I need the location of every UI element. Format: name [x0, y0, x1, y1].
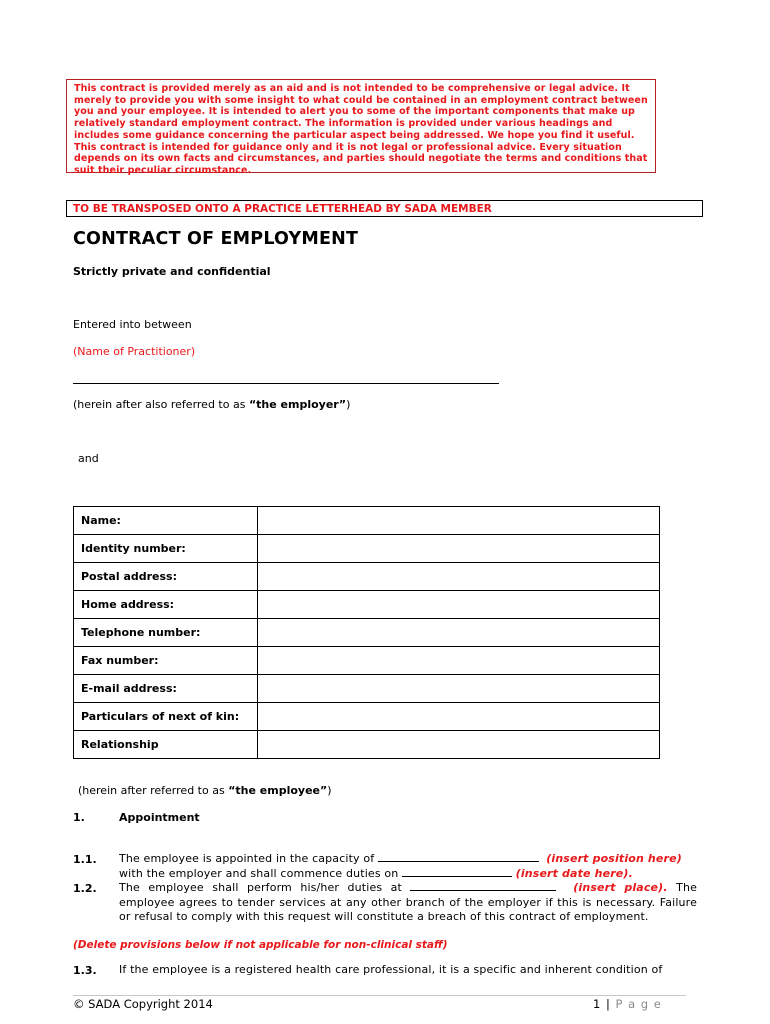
- clause-1-1-part-b: with the employer and shall commence duties on: [119, 866, 403, 880]
- place-blank: [410, 881, 556, 891]
- delete-provisions-note: (Delete provisions below if not applicable for non-clinical staff): [73, 939, 448, 951]
- employee-details-table: [73, 506, 660, 759]
- table-row: [74, 535, 660, 563]
- field-value-cell[interactable]: [258, 591, 660, 619]
- table-row: [74, 703, 660, 731]
- clause-1-3-text: If the employee is a registered health care professional, it is a specific and inherent condition of: [119, 963, 663, 976]
- section-1-title: Appointment: [119, 811, 200, 824]
- field-value-cell[interactable]: [258, 563, 660, 591]
- table-row: [74, 619, 660, 647]
- footer-copyright: © SADA Copyright 2014: [73, 997, 213, 1011]
- field-label: Identity number:: [74, 535, 258, 563]
- field-value-cell[interactable]: [258, 703, 660, 731]
- clause-1-2-part-b: The employee agrees to tender services at any other branch of the employer if this is necessary. Failure or refusal to comply with this request will constitute a breach of this contract of employment.: [119, 881, 697, 924]
- footer-page-indicator: [593, 997, 662, 1011]
- clause-1-2-text: [119, 881, 697, 925]
- field-value-cell[interactable]: [258, 675, 660, 703]
- field-label: Name:: [74, 507, 258, 535]
- footer-divider: [73, 995, 686, 996]
- field-label: Postal address:: [74, 563, 258, 591]
- employee-term: “the employee”: [228, 784, 328, 797]
- field-label: Relationship: [74, 731, 258, 759]
- field-label: E-mail address:: [74, 675, 258, 703]
- practitioner-placeholder: (Name of Practitioner): [73, 345, 196, 358]
- employer-term: “the employer”: [248, 398, 347, 411]
- field-label: Particulars of next of kin:: [74, 703, 258, 731]
- employer-ref-prefix: (herein after also referred to as: [73, 398, 249, 411]
- page-word: P a g e: [615, 997, 662, 1011]
- clause-1-3-number: 1.3.: [73, 964, 97, 977]
- table-row: [74, 675, 660, 703]
- field-value-cell[interactable]: [258, 647, 660, 675]
- document-title: CONTRACT OF EMPLOYMENT: [73, 229, 359, 249]
- insert-place: (insert place).: [573, 881, 668, 894]
- table-row: [74, 731, 660, 759]
- field-value-cell[interactable]: [258, 619, 660, 647]
- field-label: Home address:: [74, 591, 258, 619]
- field-label: Fax number:: [74, 647, 258, 675]
- table-row: [74, 647, 660, 675]
- field-value-cell[interactable]: [258, 535, 660, 563]
- clause-1-1-text: [119, 852, 697, 881]
- clause-1-2-part-a: The employee shall perform his/her duties at: [119, 881, 411, 894]
- disclaimer-box: [66, 79, 656, 176]
- transpose-note: TO BE TRANSPOSED ONTO A PRACTICE LETTERHEAD BY SADA MEMBER: [66, 200, 703, 217]
- clause-1-1-part-a: The employee is appointed in the capacity of: [119, 852, 378, 865]
- clause-1-1-number: 1.1.: [73, 853, 97, 866]
- document-subtitle: Strictly private and confidential: [73, 265, 271, 278]
- insert-date: (insert date here).: [515, 866, 633, 880]
- employee-ref-suffix: ): [327, 784, 332, 797]
- entered-between: Entered into between: [73, 318, 192, 331]
- employer-reference: [73, 398, 350, 411]
- page-separator: |: [605, 997, 611, 1011]
- practitioner-signature-line: [73, 383, 499, 384]
- field-value-cell[interactable]: [258, 507, 660, 535]
- employee-reference: [78, 784, 332, 797]
- and-text: and: [78, 452, 99, 465]
- table-row: [74, 563, 660, 591]
- insert-position: (insert position here): [546, 852, 682, 865]
- employee-ref-prefix: (herein after referred to as: [78, 784, 229, 797]
- disclaimer-text: This contract is provided merely as an aid and is not intended to be comprehensive or legal advice. It merely to provide you with some insight to what could be contained in an employment contract between you and your employee. It is intended to alert you to some of the important components that make up relatively standard employment contract. The information is provided under various headings and includes some guidance concerning the particular aspect being addressed. We hope you find it useful. This contract is intended for guidance only and it is not legal or professional advice. Every situation depends on its own facts and circumstances, and parties should negotiate the terms and conditions that suit their peculiar circumstance.: [74, 83, 648, 176]
- date-blank: [402, 867, 512, 877]
- field-value-cell[interactable]: [258, 731, 660, 759]
- section-1-number: 1.: [73, 811, 85, 824]
- position-blank: [378, 852, 539, 862]
- page-number: 1: [593, 997, 602, 1011]
- table-row: [74, 507, 660, 535]
- table-row: [74, 591, 660, 619]
- clause-1-2-number: 1.2.: [73, 882, 97, 895]
- field-label: Telephone number:: [74, 619, 258, 647]
- employer-ref-suffix: ): [346, 398, 351, 411]
